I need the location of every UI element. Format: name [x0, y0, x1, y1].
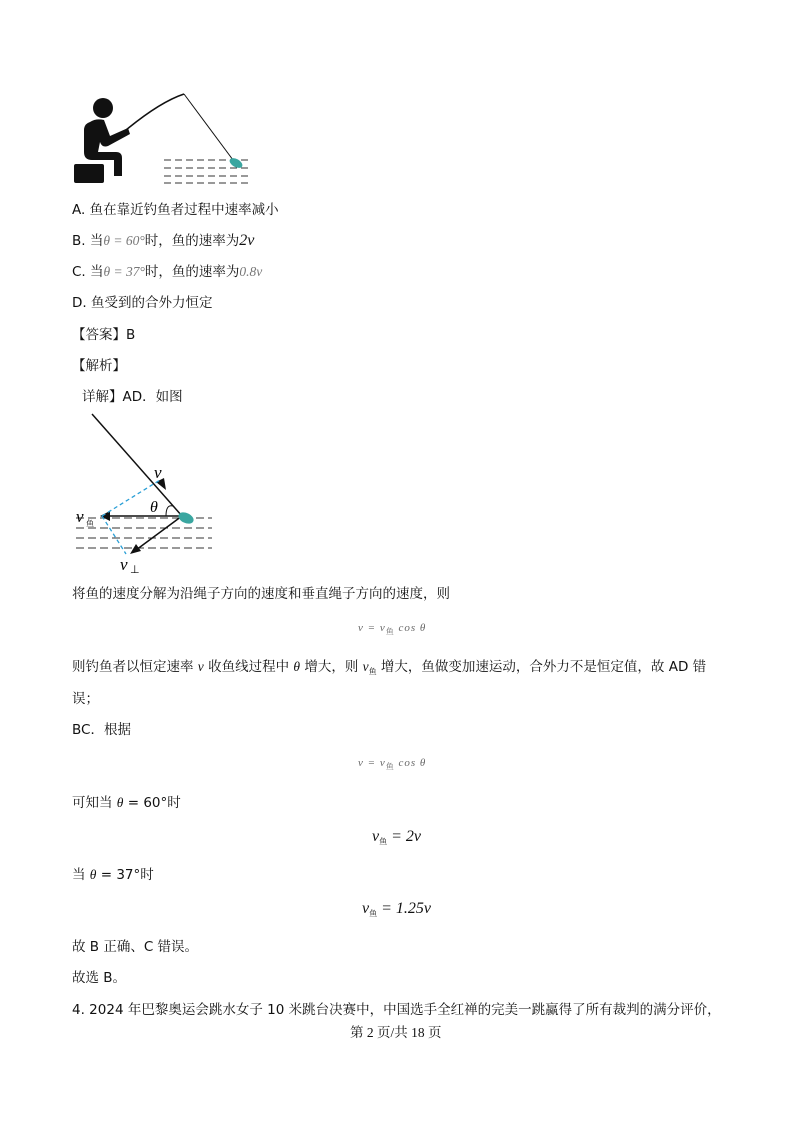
bc-heading: BC．根据 — [72, 722, 131, 738]
label-vperp: v — [120, 555, 128, 574]
fisherman-figure — [70, 92, 260, 187]
next-question: 4. 2024 年巴黎奥运会跳水女子 10 米跳台决赛中，中国选手全红禅的完美一跳赢得了所有裁判的满分评价， — [72, 1002, 721, 1018]
option-c: C. 当θ = 37°时，鱼的速率为0.8v — [72, 264, 263, 280]
know-when-60: 可知当 θ = 60°时 — [72, 795, 181, 811]
conclusion-2: 故选 B。 — [72, 970, 127, 986]
paragraph-2-line-2: 误； — [72, 691, 99, 707]
fishing-rod — [126, 94, 184, 130]
answer-line: 【答案】B — [72, 327, 136, 343]
analysis-label: 【解析】 — [72, 358, 126, 374]
arrow-vperp-head — [130, 544, 141, 554]
paragraph-1: 将鱼的速度分解为沿绳子方向的速度和垂直绳子方向的速度，则 — [72, 586, 450, 602]
arrow-vperp — [136, 516, 182, 550]
option-b: B. 当θ = 60°时，鱼的速率为2v — [72, 232, 255, 249]
equation-2: $v = v_鱼$ cos θ — [358, 757, 427, 771]
rope-line — [92, 414, 182, 516]
when-37: 当 θ = 37°时 — [72, 867, 154, 883]
theta-arc — [166, 506, 173, 516]
label-vfish-sub: 鱼 — [86, 519, 94, 528]
option-a: A. 鱼在靠近钓鱼者过程中速率减小 — [72, 202, 279, 218]
equation-1: $v = v_鱼$ cos θ — [358, 622, 427, 636]
label-theta: θ — [150, 499, 158, 516]
projection-dashes — [102, 480, 160, 554]
equation-4: $v_鱼 = 1.25v$ — [362, 900, 432, 918]
conclusion-1: 故 B 正确、C 错误。 — [72, 939, 199, 955]
detail-heading: 详解】AD．如图 — [82, 389, 183, 405]
label-vfish: v — [76, 507, 84, 526]
equation-3: $v_鱼 = 2v$ — [372, 828, 422, 846]
page-footer: 第 2 页/共 18 页 — [350, 1025, 442, 1040]
fishing-line — [184, 94, 236, 164]
paragraph-2-line-1: 则钓鱼者以恒定速率 v 收鱼线过程中 θ 增大，则 $v_鱼$ 增大，鱼做变加速运动，合外力不是恒定值，故 AD 错 — [72, 659, 707, 676]
label-v: v — [154, 463, 162, 482]
label-vperp-sub: ⊥ — [130, 563, 140, 576]
velocity-diagram — [70, 410, 220, 575]
option-d: D. 鱼受到的合外力恒定 — [72, 295, 213, 311]
fisherman-icon — [74, 98, 130, 183]
